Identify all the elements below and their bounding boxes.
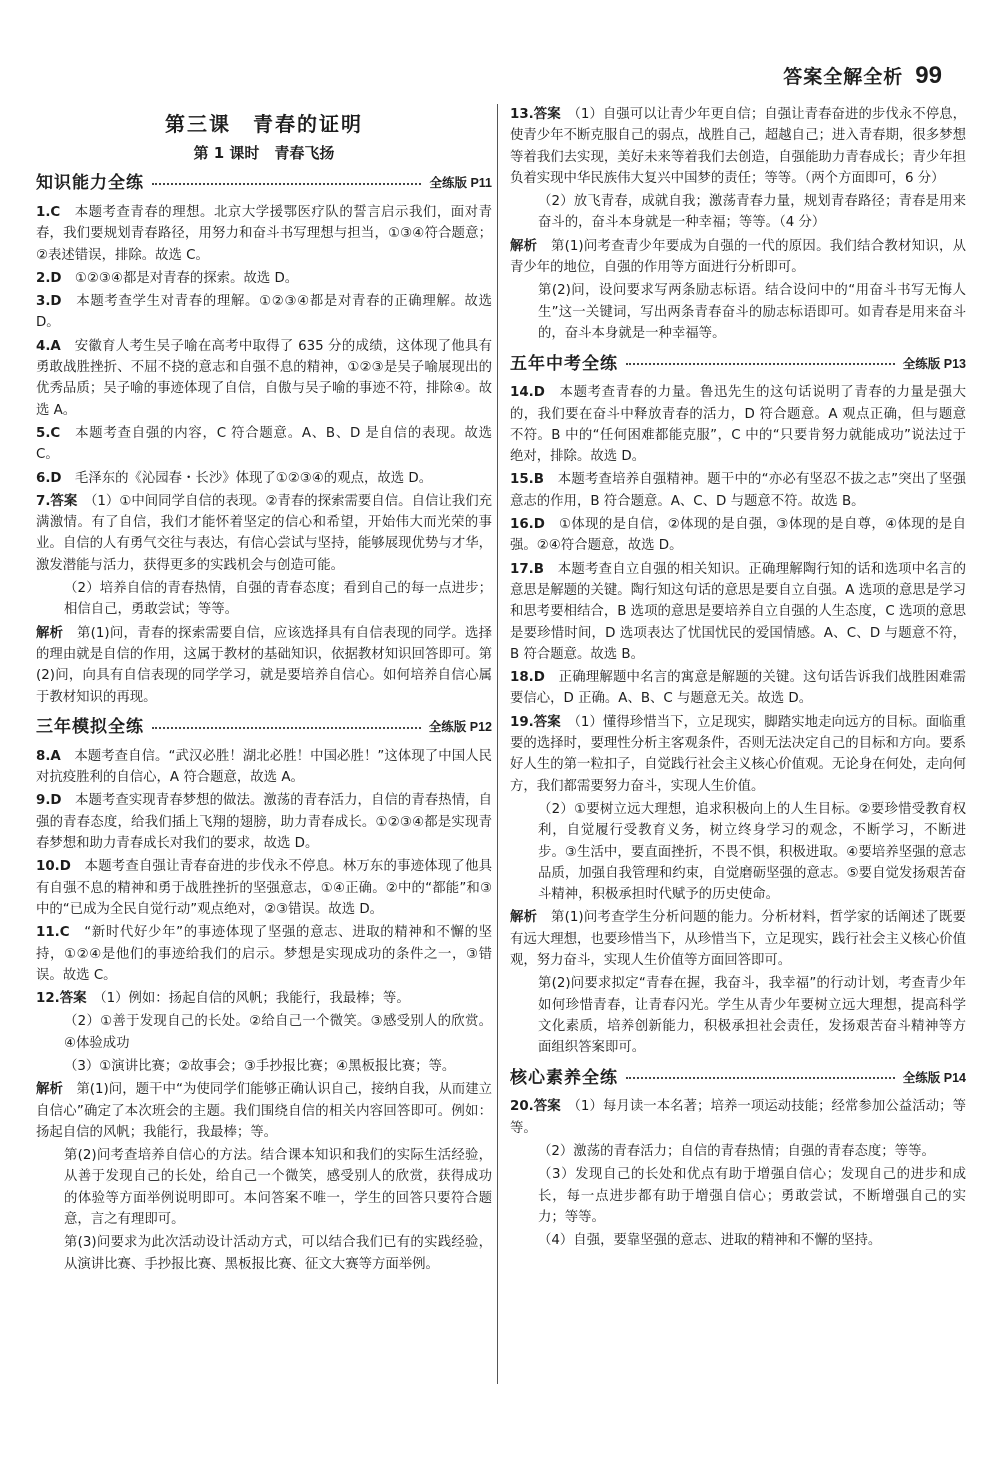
analysis-text: 第(2)问考查培养自信心的方法。结合课本知识和我们的实际生活经验，从善于发现自己的长处，给自己一个微笑，感受别人的欣赏，获得成功的体验等方面举例说明即可。本问答案不唯一，学生的回答只要符合题意，言之有理即可。 bbox=[64, 1148, 492, 1228]
item-text: 本题考查自立自强的相关知识。正确理解陶行知的话和选项中名言的意思是解题的关键。陶行知这句话的意思是要自立自强。A 选项的意思是学习和思考要相结合，B 选项的意思是要培养自立自强的人生态度，C 选项的意思是要珍惜时间，D 选项表达了忧国忧民的爱国情感。A、C、D 与题意不符，B 符合题意。故选 B。 bbox=[510, 561, 967, 662]
left-column bbox=[36, 104, 492, 1277]
item-number: 10.D bbox=[36, 859, 71, 875]
item-number: 18.D bbox=[510, 670, 545, 686]
section-header-simulation bbox=[36, 714, 492, 742]
dotted-rule bbox=[626, 1077, 895, 1079]
section-header-exam bbox=[510, 350, 966, 378]
item-text: 本题考查自强让青春奋进的步伐永不停息。林万东的事迹体现了他具有自强不息的精神和勇于战胜挫折的坚强意志，①④正确。②中的“都能”和③中的“已成为全民自觉行动”观点绝对，②③错误。故选 D。 bbox=[36, 859, 492, 917]
answer-item bbox=[36, 423, 492, 466]
answer-item bbox=[36, 468, 492, 489]
item-text: 安徽育人考生吴子喻在高考中取得了 635 分的成绩，这体现了他具有勇敢战胜挫折、不屈不挠的意志和自强不息的精神，①②③是吴子喻展现出的优秀品质；吴子喻的事迹体现了自信，自傲与吴子喻的事迹不符，排除④。故选 A。 bbox=[36, 338, 493, 418]
section-page-ref: 全练版 P12 bbox=[428, 720, 492, 735]
analysis-text: 第(1)问，题干中“为使同学们能够正确认识自己，接纳自我，从而建立自信心”确定了本次班会的主题。我们围绕自信的相关内容回答即可。例如：扬起自信的风帆；我能行，我最棒；等。 bbox=[36, 1082, 493, 1140]
page-number: 99 bbox=[915, 62, 942, 89]
section-page-ref: 全练版 P13 bbox=[902, 356, 966, 371]
item-number: 8.A bbox=[36, 748, 61, 764]
dotted-rule bbox=[152, 727, 421, 729]
right-column bbox=[510, 104, 966, 1254]
analysis-text: 第(1)问考查青少年要成为自强的一代的原因。我们结合教材知识，从青少年的地位，自强的作用等方面进行分析即可。 bbox=[510, 238, 967, 276]
item-number: 14.D bbox=[510, 385, 545, 401]
item-number: 19.答案 bbox=[510, 714, 561, 730]
analysis bbox=[36, 1079, 492, 1143]
item-number: 9.D bbox=[36, 793, 62, 809]
item-number: 11.C bbox=[36, 925, 70, 941]
item-number: 20.答案 bbox=[510, 1099, 561, 1115]
item-text: 本题考查自信。“武汉必胜！湖北必胜！中国必胜！”这体现了中国人民对抗疫胜利的自信心，A 符合题意，故选 A。 bbox=[36, 748, 493, 786]
lesson-title: 第三课 青春的证明 bbox=[165, 112, 363, 136]
item-text: （1）①中间同学自信的表现。②青春的探索需要自信。自信让我们充满激情。有了自信，我们才能怀着坚定的信心和希望，开始伟大而光荣的事业。自信的人有勇气交往与表达，有信心尝试与坚持，能够展现优势与才华，激发潜能与活力，获得更多的实践机会与创造可能。 bbox=[36, 493, 493, 573]
answer-item bbox=[510, 514, 966, 557]
dotted-rule bbox=[626, 363, 895, 365]
item-text: 本题考查青春的理想。北京大学援鄂医疗队的誓言启示我们，面对青春，我们要规划青春路径，用努力和奋斗书写理想与担当，①③④符合题意；②表述错误，排除。故选 C。 bbox=[36, 205, 493, 263]
answer-item bbox=[510, 469, 966, 512]
header-title: 答案全解全析 bbox=[783, 66, 904, 88]
answer-text: （2）①善于发现自己的长处。②给自己一个微笑。③感受别人的欣赏。④体验成功 bbox=[64, 1014, 492, 1051]
item-text: ①体现的是自信，②体现的是自强，③体现的是自尊，④体现的是自强。②④符合题意，故选 D。 bbox=[510, 517, 966, 554]
item-text: 本题考查青春的力量。鲁迅先生的这句话说明了青春的力量是强大的，我们要在奋斗中释放青春的活力，D 符合题意。A 观点正确，但与题意不符。B 中的“任何困难都能克服”，C 中的“只要肯努力就能成功”说法过于绝对，排除。故选 D。 bbox=[510, 385, 966, 465]
item-text: 本题考查自强的内容，C 符合题意。A、B、D 是自信的表现。故选 C。 bbox=[36, 425, 492, 463]
item-number: 16.D bbox=[510, 517, 545, 533]
answer-item bbox=[510, 712, 966, 797]
answer-item bbox=[510, 1096, 966, 1139]
item-number: 3.D bbox=[36, 294, 62, 310]
item-number: 6.D bbox=[36, 470, 62, 486]
item-text: （1）例如：扬起自信的风帆；我能行，我最棒；等。 bbox=[99, 991, 410, 1007]
answer-item bbox=[510, 382, 966, 467]
analysis-label: 解析 bbox=[36, 625, 64, 641]
analysis bbox=[510, 907, 966, 971]
item-text: （1）自强可以让青少年更自信；自强让青春奋进的步伐永不停息，使青少年不断克服自己的弱点，战胜自己，超越自己；进入青春期，很多梦想等着我们去实现，美好未来等着我们去创造，自强能助力青春成长；青少年担负着实现中华民族伟大复兴中国梦的责任；等等。（两个方面即可，6 分） bbox=[510, 107, 966, 186]
item-text: “新时代好少年”的事迹体现了坚强的意志、进取的精神和不懈的坚持，①②④是他们的事迹给我们的启示。梦想是实现成功的条件之一，③错误。故选 C。 bbox=[36, 925, 493, 983]
item-text: ①②③④都是对青春的探索。故选 D。 bbox=[74, 270, 299, 286]
answer-text: （3）发现自己的长处和优点有助于增强自信心；发现自己的进步和成长，每一点进步都有助于增强自信心；勇敢尝试，不断增强自己的实力；等等。 bbox=[538, 1167, 966, 1225]
answer-item bbox=[36, 790, 492, 854]
analysis-text: 第(2)问要求拟定“青春在握，我奋斗，我幸福”的行动计划，考查青少年如何珍惜青春，让青春闪光。学生从青少年要树立远大理想，提高科学文化素质，培养创新能力，积极承担社会责任，发扬艰苦奋斗精神等方面组织答案即可。 bbox=[538, 976, 966, 1056]
analysis bbox=[36, 623, 492, 708]
analysis-label: 解析 bbox=[510, 910, 538, 926]
section-title: 核心素养全练 bbox=[510, 1067, 618, 1088]
item-text: （1）懂得珍惜当下，立足现实，脚踏实地走向远方的目标。面临重要的选择时，要理性分析主客观条件，否则无法决定自己的目标和方向。要系好人生的第一粒扣子，自觉践行社会主义核心价值观。无论身在何处，走向何方，我们都需要努力奋斗，实现人生价值。 bbox=[510, 714, 966, 794]
analysis-text: 第(1)问考查学生分析问题的能力。分析材料，哲学家的话阐述了既要有远大理想，也要珍惜当下，从珍惜当下，立足现实，践行社会主义核心价值观，努力奋斗，实现人生价值等方面回答即可。 bbox=[510, 910, 967, 968]
item-number: 7.答案 bbox=[36, 493, 78, 509]
item-text: （1）每月读一本名著；培养一项运动技能；经常参加公益活动；等等。 bbox=[510, 1099, 966, 1136]
section-header-knowledge bbox=[36, 170, 492, 198]
section-title: 五年中考全练 bbox=[510, 353, 618, 374]
answer-text: （2）放飞青春，成就自我；激荡青春力量，规划青春路径；青春是用来奋斗的，奋斗本身就是一种幸福；等等。（4 分） bbox=[538, 194, 966, 231]
analysis-text: 第(3)问要求为此次活动设计活动方式，可以结合我们已有的实践经验，从演讲比赛、手抄报比赛、黑板报比赛、征文大赛等方面举例。 bbox=[64, 1235, 492, 1272]
answer-text: （3）①演讲比赛；②故事会；③手抄报比赛；④黑板报比赛；等。 bbox=[64, 1058, 456, 1074]
answer-text: （2）激荡的青春活力；自信的青春热情；自强的青春态度；等等。 bbox=[538, 1144, 935, 1160]
section-header-core bbox=[510, 1064, 966, 1092]
answer-item bbox=[36, 291, 492, 334]
answer-item bbox=[36, 856, 492, 920]
answer-text: （2）①要树立远大理想，追求积极向上的人生目标。②要珍惜受教育权利，自觉履行受教育义务，树立终身学习的观念，不断学习，不断进步。③生活中，要直面挫折，不畏不惧，积极进取。④要培养坚强的意志品质，加强自我管理和约束，自觉磨砺坚强的意志。⑤要自觉发扬艰苦奋斗精神，积极承担时代赋予的历史使命。 bbox=[538, 801, 966, 903]
section-title: 三年模拟全练 bbox=[36, 717, 144, 738]
item-number: 17.B bbox=[510, 561, 544, 577]
analysis-label: 解析 bbox=[510, 238, 538, 254]
item-text: 本题考查培养自强精神。题干中的“亦必有坚忍不拔之志”突出了坚强意志的作用，B 符合题意。A、C、D 与题意不符。故选 B。 bbox=[510, 472, 966, 509]
answer-item bbox=[36, 268, 492, 289]
item-text: 本题考查实现青春梦想的做法。激荡的青春活力，自信的青春热情，自强的青春态度，给我们插上飞翔的翅膀，助力青春成长。①②③④都是实现青春梦想和助力青春成长对我们的要求，故选 D。 bbox=[36, 793, 492, 852]
answer-text: （4）自强，要靠坚强的意志、进取的精神和不懈的坚持。 bbox=[538, 1233, 882, 1249]
analysis-text: 第(1)问，青春的探索需要自信，应该选择具有自信表现的同学。选择的理由就是自信的作用，这属于教材的基础知识，依据教材知识回答即可。第(2)问，向具有自信表现的同学学习，就是要培养自信心。如何培养自信心属于教材知识的再现。 bbox=[36, 625, 493, 705]
period-title: 第 1 课时 青春飞扬 bbox=[193, 144, 335, 162]
item-text: 毛泽东的《沁园春・长沙》体现了①②③④的观点，故选 D。 bbox=[74, 470, 433, 486]
analysis-label: 解析 bbox=[36, 1082, 63, 1098]
answer-item bbox=[36, 491, 492, 576]
answer-item bbox=[36, 922, 492, 986]
item-number: 5.C bbox=[36, 425, 61, 441]
item-number: 2.D bbox=[36, 270, 62, 286]
section-page-ref: 全练版 P14 bbox=[902, 1070, 966, 1085]
answer-item bbox=[36, 988, 492, 1009]
answer-item bbox=[36, 202, 492, 266]
item-number: 4.A bbox=[36, 338, 61, 354]
item-number: 1.C bbox=[36, 205, 61, 220]
answer-item bbox=[36, 746, 492, 789]
answer-item bbox=[510, 667, 966, 710]
column-divider bbox=[497, 104, 498, 1384]
item-number: 12.答案 bbox=[36, 991, 87, 1007]
analysis bbox=[510, 236, 966, 279]
answer-item bbox=[510, 559, 966, 665]
answer-text: （2）培养自信的青春热情，自强的青春态度；看到自己的每一点进步；相信自己，勇敢尝试；等等。 bbox=[64, 581, 492, 618]
analysis-text: 第(2)问，设问要求写两条励志标语。结合设问中的“用奋斗书写无悔人生”这一关键词，写出两条青春奋斗的励志标语即可。如青春是用来奋斗的，奋斗本身就是一种幸福等。 bbox=[538, 283, 966, 341]
answer-item bbox=[510, 104, 966, 189]
item-number: 15.B bbox=[510, 472, 544, 488]
section-page-ref: 全练版 P11 bbox=[429, 176, 492, 191]
dotted-rule bbox=[152, 183, 421, 185]
section-title: 知识能力全练 bbox=[36, 173, 144, 194]
item-number: 13.答案 bbox=[510, 107, 561, 122]
item-text: 本题考查学生对青春的理解。①②③④都是对青春的正确理解。故选 D。 bbox=[36, 294, 492, 331]
item-text: 正确理解题中名言的寓意是解题的关键。这句话告诉我们战胜困难需要信心，D 正确。A、B、C 与题意无关。故选 D。 bbox=[510, 670, 966, 707]
page-header bbox=[783, 62, 942, 90]
answer-item bbox=[36, 336, 492, 421]
